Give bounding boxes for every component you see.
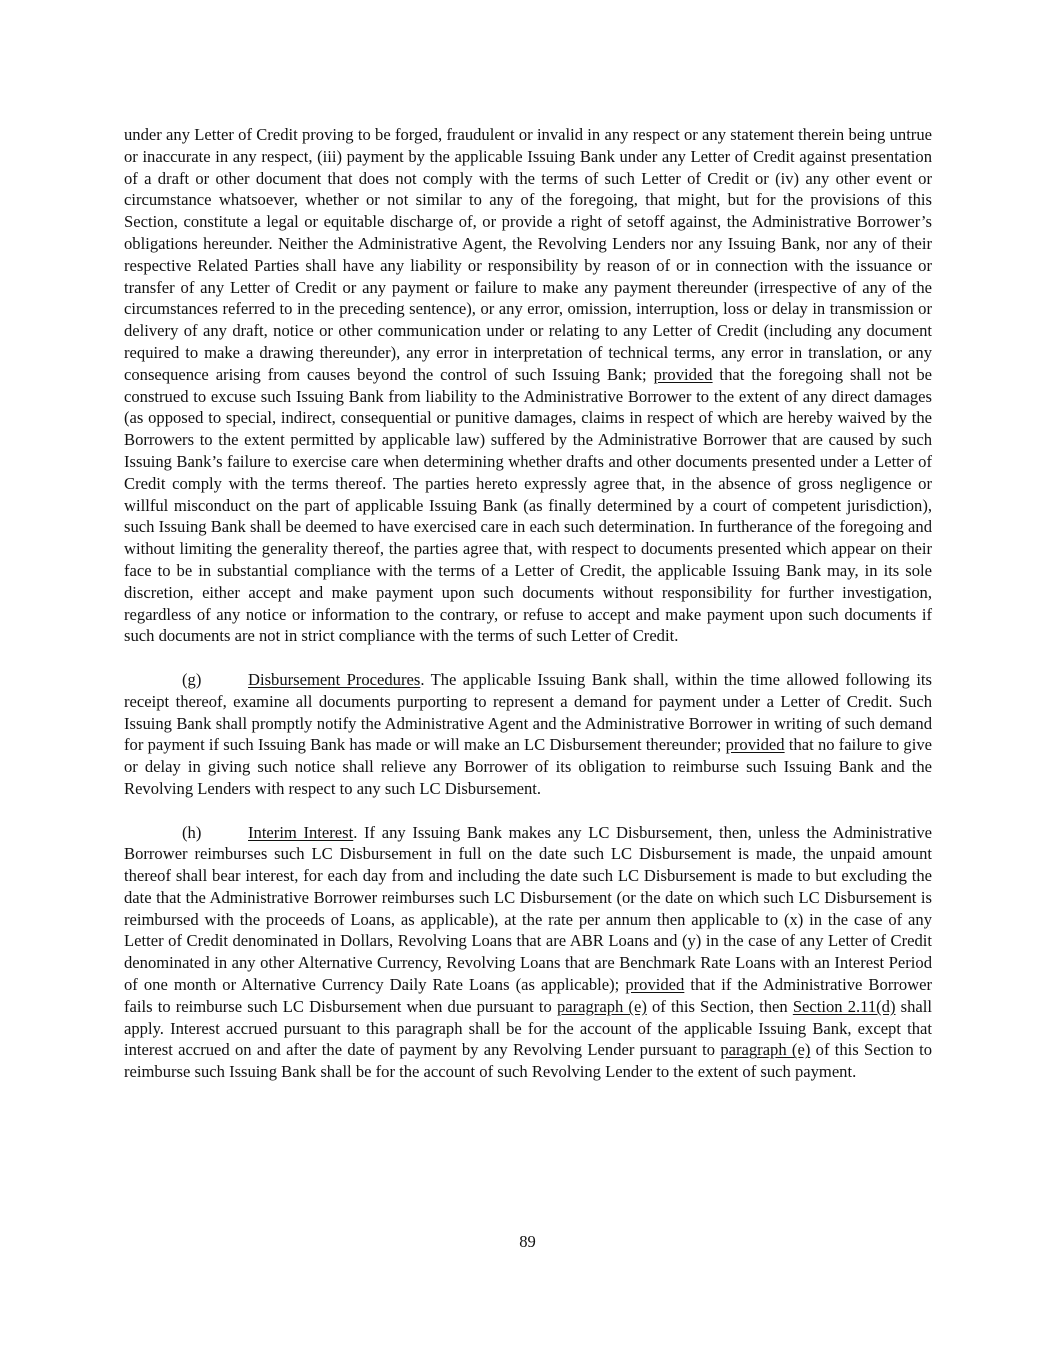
continuation-paragraph [124,124,932,647]
section-g-text-1: . The applicable Issuing Bank shall, within the time allowed following its receipt thereof, examine all documents purporting to represent a demand for payment under a Letter of Credit. Such Issuing Bank shall promptly notify the Administrative Agent and the Administrative Borrower in writing of such demand for payment if such Issuing Bank has made or will make an LC Disbursement thereunder; [124,669,933,755]
cross-reference-section-2-11-d: Section 2.11(d) [792,996,896,1016]
document-page [124,124,932,1083]
section-g-heading: Disbursement Procedures [248,669,421,689]
continuation-text-2: that the foregoing shall not be construed to excuse such Issuing Bank from liability to the Administrative Borrower to the extent of any direct damages (as opposed to special, indirect, consequential or punitive damages, claims in respect of which are hereby waived by the Borrowers to the extent permitted by applicable law) suffered by the Administrative Borrower that are caused by such Issuing Bank’s failure to exercise care when determining whether drafts and other documents presented under a Letter of Credit comply with the terms thereof. The parties hereto expressly agree that, in the absence of gross negligence or willful misconduct on the part of applicable Issuing Bank (as finally determined by a court of competent jurisdiction), such Issuing Bank shall be deemed to have exercised care in each such determination. In furtherance of the foregoing and without limiting the generality thereof, the parties agree that, with respect to documents presented which appear on their face to be in substantial compliance with the terms of a Letter of Credit, the applicable Issuing Bank may, in its sole discretion, either accept and make payment upon such documents without responsibility for further investigation, regardless of any notice or information to the contrary, or refuse to accept and make payment upon such documents if such documents are not in strict compliance with the terms of such Letter of Credit. [124,364,933,646]
cross-reference-paragraph-e: paragraph (e) [556,996,647,1016]
section-g-text-2: that no failure to give or delay in giving such notice shall relieve any Borrower of its obligation to reimburse such Issuing Bank and the Revolving Lenders with respect to any such LC Disbursement. [124,735,932,798]
section-h-text-3: of this Section, then [646,996,793,1016]
provided-term: provided [625,975,685,995]
provided-term: provided [653,364,713,384]
provided-term: provided [725,735,785,755]
section-h-paragraph [124,822,932,1084]
section-h-heading: Interim Interest [248,822,354,842]
section-g-paragraph [124,669,932,800]
section-h-text-5: of this Section to reimburse such Issuing Bank shall be for the account of such Revolving Lender to the extent of such payment. [124,1040,932,1082]
section-h-marker: (h) [182,822,202,842]
continuation-text-1: under any Letter of Credit proving to be forged, fraudulent or invalid in any respect or any statement therein being untrue or inaccurate in any respect, (iii) payment by the applicable Issuing Bank under any Letter of Credit against presentation of a draft or other document that does not comply with the terms of such Letter of Credit or (iv) any other event or circumstance whatsoever, whether or not similar to any of the foregoing, that might, but for the provisions of this Section, constitute a legal or equitable discharge of, or provide a right of setoff against, the Administrative Borrower’s obligations hereunder. Neither the Administrative Agent, the Revolving Lenders nor any Issuing Bank, nor any of their respective Related Parties shall have any liability or responsibility by reason of or in connection with the issuance or transfer of any Letter of Credit or any payment or failure to make any payment thereunder (irrespective of any of the circumstances referred to in the preceding sentence), or any error, omission, interruption, loss or delay in transmission or delivery of any draft, notice or other communication under or relating to any Letter of Credit (including any document required to make a drawing thereunder), any error in interpretation of technical terms, any error in translation, or any consequence arising from causes beyond the control of such Issuing Bank; [124,125,932,384]
section-g-marker: (g) [182,669,202,689]
page-number: 89 [519,1232,536,1251]
section-h-text-4: shall apply. Interest accrued pursuant to this paragraph shall be for the account of the applicable Issuing Bank, except that interest accrued on and after the date of payment by any Revolving Lender pursuant to [124,996,932,1060]
section-h-text-2: that if the Administrative Borrower fails to reimburse such LC Disbursement when due pursuant to [124,975,932,1016]
cross-reference-paragraph-e: paragraph (e) [720,1040,811,1060]
section-h-text-1: . If any Issuing Bank makes any LC Disbursement, then, unless the Administrative Borrower reimburses such LC Disbursement in full on the date such LC Disbursement is made, the unpaid amount thereof shall bear interest, for each day from and including the date such LC Disbursement is made to but excluding the date that the Administrative Borrower reimburses such LC Disbursement (or the date on which such LC Disbursement is reimbursed with the proceeds of Loans, as applicable), at the rate per annum then applicable to (x) in the case of any Letter of Credit denominated in Dollars, Revolving Loans that are ABR Loans and (y) in the case of any Letter of Credit denominated in any other Alternative Currency, Revolving Loans that are Benchmark Rate Loans with an Interest Period of one month or Alternative Currency Daily Rate Loans (as applicable); [124,822,933,995]
